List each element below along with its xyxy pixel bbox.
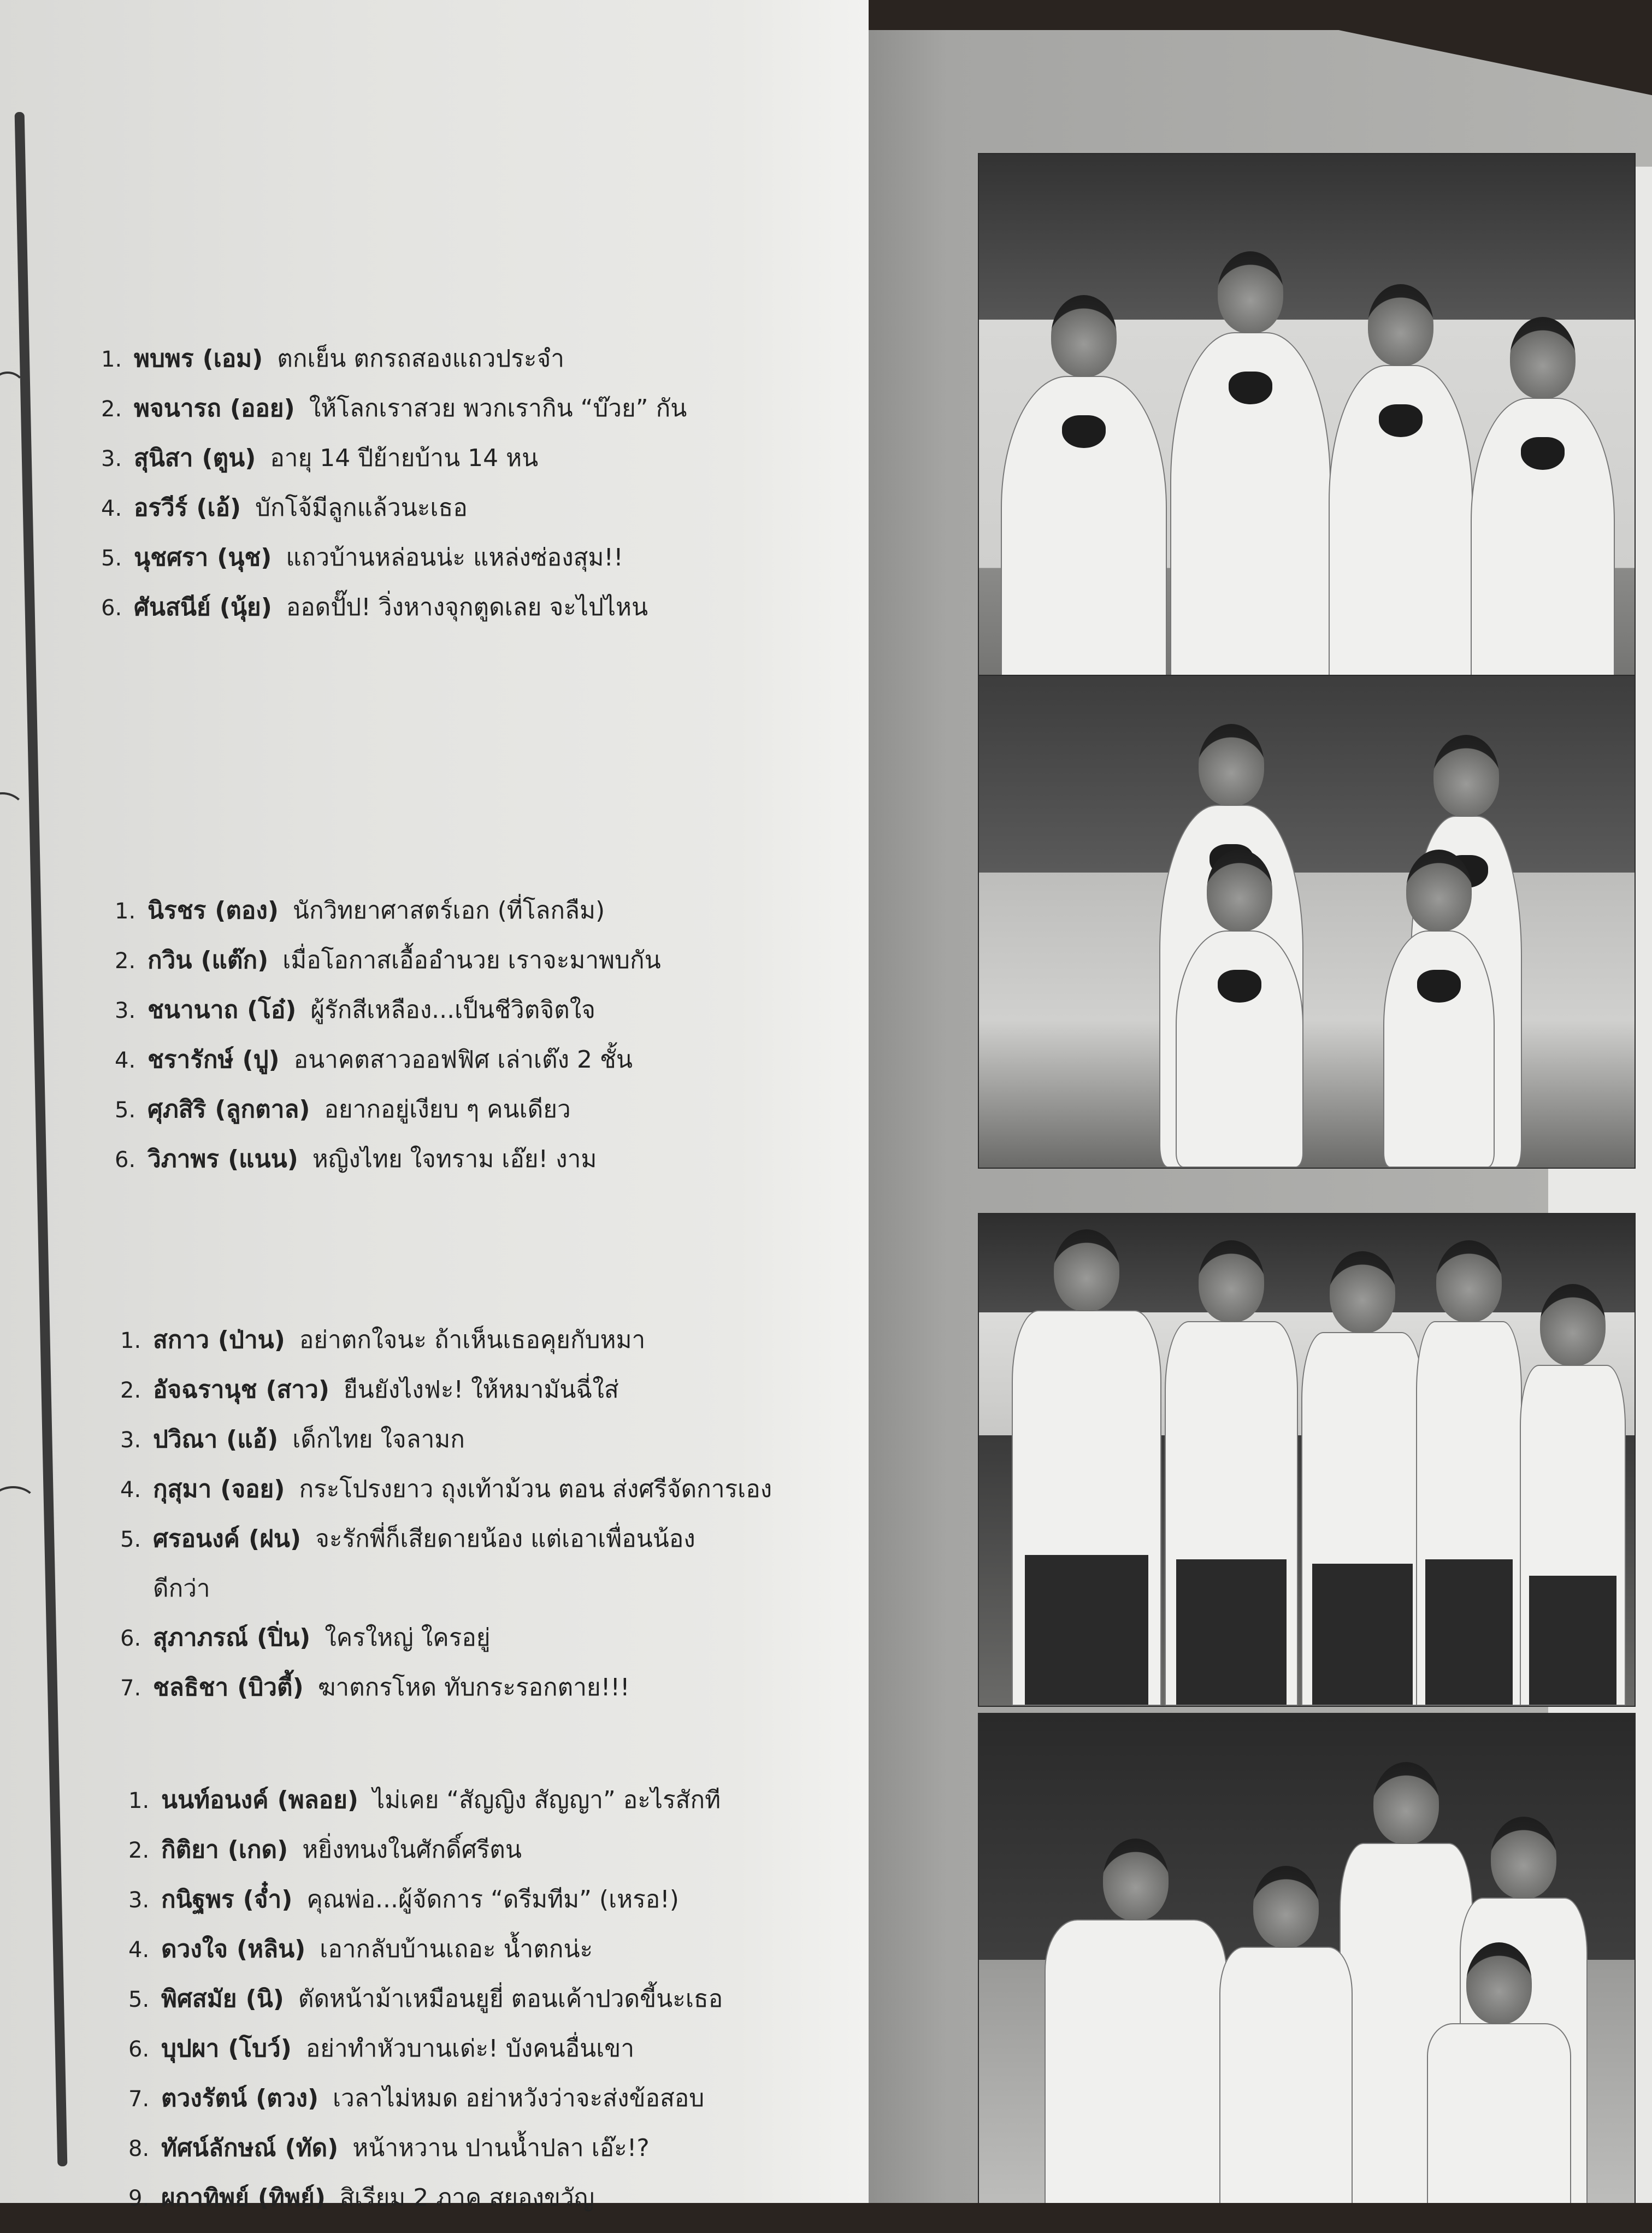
list-item: 4. ชรารักษ์ (ปู) อนาคตสาวออฟฟิศ เล่าเต๊ง 2 ชั้น bbox=[115, 1046, 633, 1074]
list-item: 4. ดวงใจ (หลิน) เอากลับบ้านเถอะ น้ำตกน่ะ bbox=[128, 1935, 593, 1963]
list-item: 2. พจนารถ (ออย) ให้โลกเราสวย พวกเรากิน “บ๊วย” กัน bbox=[101, 394, 687, 422]
photo-four-girls-garden bbox=[978, 675, 1636, 1169]
list-item: 6. บุปผา (โบว์) อย่าทำหัวบานเด่ะ! บังคนอื่นเขา bbox=[128, 2035, 635, 2063]
list-item: 2. กิติยา (เกด) หยิ่งทนงในศักดิ์ศรีตน bbox=[128, 1836, 522, 1864]
list-item: 4. กุสุมา (จอย) กระโปรงยาว ถุงเท้าม้วน ตอน ส่งศรีจัดการเอง bbox=[120, 1475, 772, 1503]
list-item: 7. ตวงรัตน์ (ตวง) เวลาไม่หมด อย่าหวังว่าจะส่งข้อสอบ bbox=[128, 2084, 705, 2112]
list-item: 5. ศุภสิริ (ลูกตาล) อยากอยู่เงียบ ๆ คนเดียว bbox=[115, 1095, 571, 1123]
caption-group-3 bbox=[120, 1316, 772, 1713]
margin-sketch bbox=[0, 1486, 37, 1523]
photo-five-boys-group bbox=[978, 1713, 1636, 2207]
student bbox=[1416, 1321, 1522, 1706]
caption-group-2 bbox=[115, 886, 661, 1185]
student bbox=[1427, 2023, 1571, 2206]
student bbox=[1383, 930, 1495, 1168]
photo-five-boys bbox=[978, 1213, 1636, 1707]
student bbox=[1170, 332, 1331, 706]
list-item: 3. ปวิณา (แอ้) เด็กไทย ใจลามก bbox=[120, 1425, 465, 1453]
student bbox=[1012, 1310, 1161, 1706]
student bbox=[1219, 1947, 1353, 2206]
list-item: 7. ชลธิชา (บิวตี้) ฆาตกรโหด ทับกระรอกตาย!!! bbox=[120, 1674, 630, 1701]
vertical-rule bbox=[15, 112, 68, 2166]
student bbox=[1176, 930, 1303, 1168]
margin-sketch bbox=[0, 792, 26, 835]
student bbox=[1471, 398, 1615, 706]
list-item: 8. ทัศน์ลักษณ์ (ทัด) หน้าหวาน ปานน้ำปลา เอ๊ะ!? bbox=[128, 2134, 650, 2162]
student bbox=[1001, 376, 1167, 706]
list-item: 6. วิภาพร (แนน) หญิงไทย ใจทราม เอ๊ย! งาม bbox=[115, 1145, 597, 1173]
list-item: 6. ศันสนีย์ (นุ้ย) ออดปั๊ป! วิ่งหางจุกตูดเลย จะไปไหน bbox=[101, 593, 648, 621]
list-item: 3. สุนิสา (ตูน) อายุ 14 ปีย้ายบ้าน 14 หน bbox=[101, 444, 539, 472]
student bbox=[1165, 1321, 1298, 1706]
list-item: 2. อัจฉรานุช (สาว) ยืนยังไงฟะ! ให้หมามันฉี่ใส่ bbox=[120, 1376, 619, 1404]
list-item: 5. พิศสมัย (นิ) ตัดหน้าม้าเหมือนยูยี่ ตอนเค้าปวดขี้นะเธอ bbox=[128, 1985, 723, 2013]
list-item: 4. อรวีร์ (เอ้) บักโจ้มีลูกแล้วนะเธอ bbox=[101, 494, 468, 522]
caption-group-1 bbox=[101, 334, 687, 633]
student bbox=[1520, 1365, 1626, 1706]
student bbox=[1045, 1919, 1227, 2206]
right-page bbox=[869, 30, 1652, 2203]
list-item: 2. กวิน (แต๊ก) เมื่อโอกาสเอื้ออำนวย เราจะมาพบกัน bbox=[115, 946, 661, 974]
list-item: 1. นนท์อนงค์ (พลอย) ไม่เคย “สัญญิง สัญญา” อะไรสักที bbox=[128, 1786, 721, 1814]
list-item: 1. สกาว (ป่าน) อย่าตกใจนะ ถ้าเห็นเธอคุยกับหมา bbox=[120, 1326, 646, 1354]
list-item: 3. กนิฐพร (จ๋ำ) คุณพ่อ...ผู้จัดการ “ดรีมทีม” (เหรอ!) bbox=[128, 1886, 679, 1913]
list-item: 5. นุชศรา (นุช) แถวบ้านหล่อนน่ะ แหล่งซ่องสุม!! bbox=[101, 544, 623, 571]
list-item: 6. สุภาภรณ์ (ปิ่น) ใครใหญ่ ใครอยู่ bbox=[120, 1624, 491, 1652]
caption-group-4 bbox=[128, 1776, 723, 2223]
list-item: 9. ผกาทิพย์ (ทิพย์) สิเรียม 2 ภาค สยองขวัญ bbox=[128, 2184, 595, 2212]
student bbox=[1329, 365, 1473, 706]
student bbox=[1301, 1332, 1424, 1706]
photo-four-girls bbox=[978, 153, 1636, 707]
list-item: 1. พบพร (เอม) ตกเย็น ตกรถสองแถวประจำ bbox=[101, 345, 565, 373]
list-item: 5. ศรอนงค์ (ฝน) จะรักพี่ก็เสียดายน้อง แต่เอาเพื่อนน้อง bbox=[120, 1525, 695, 1553]
list-item: 3. ชนานาถ (โอ๋) ผู้รักสีเหลือง...เป็นชีวิตจิตใจ bbox=[115, 996, 595, 1024]
list-item-continuation: ดีกว่า bbox=[153, 1575, 210, 1602]
list-item: 1. นิรชร (ตอง) นักวิทยาศาสตร์เอก (ที่โลกลืม) bbox=[115, 897, 605, 924]
